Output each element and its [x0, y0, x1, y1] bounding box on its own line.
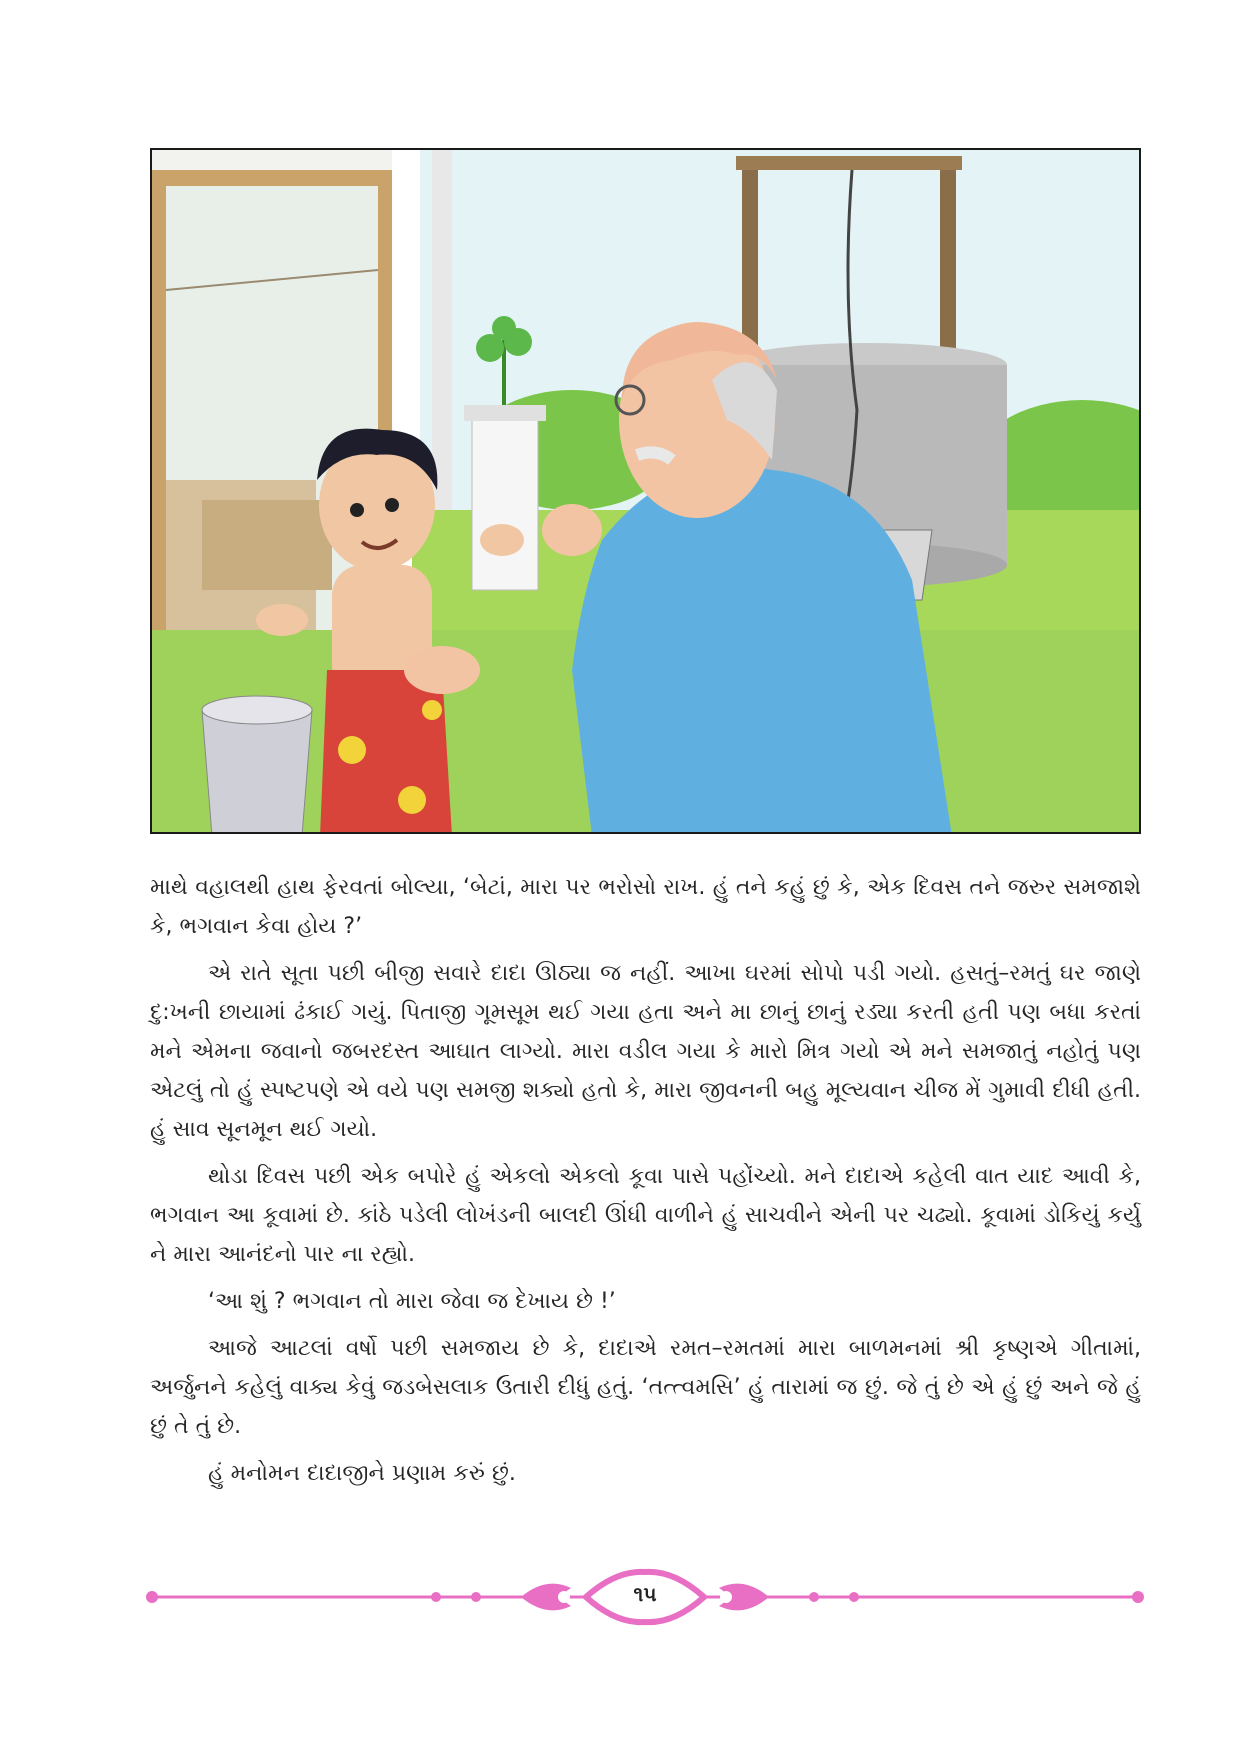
story-illustration	[150, 148, 1141, 834]
page-number: ૧૫	[633, 1582, 657, 1606]
grandfather-and-boy-at-well-illustration	[152, 150, 1141, 834]
paragraph-5: આજે આટલાં વર્ષો પછી સમજાય છે કે, દાદાએ રમત–રમતમાં મારા બાળમનમાં શ્રી કૃષ્ણએ ગીતામાં, અર્જુનને કહેલું વાક્ય કેવું જડબેસલાક ઉતારી દીધું હતું. ‘તત્ત્વમસિ’ હું તારામાં જ છું. જે તું છે એ હું છું અને જે હું છું તે તું છે.	[150, 1336, 1141, 1439]
page-footer	[146, 1564, 1144, 1630]
paragraph-6: હું મનોમન દાદાજીને પ્રણામ કરું છું.	[208, 1461, 516, 1486]
paragraph-4: ‘આ શું ? ભગવાન તો મારા જેવા જ દેખાય છે !’	[208, 1289, 616, 1314]
paragraph-2: એ રાતે સૂતા પછી બીજી સવારે દાદા ઊઠ્યા જ નહીં. આખા ઘરમાં સોપો પડી ગયો. હસતું–રમતું ઘર જાણે દુ:ખની છાયામાં ઢંકાઈ ગયું. પિતાજી ગૂમસૂમ થઈ ગયા હતા અને મા છાનું છાનું રડ્યા કરતી હતી પણ બધા કરતાં મને એમના જવાનો જબરદસ્ત આઘાત લાગ્યો. મારા વડીલ ગયા કે મારો મિત્ર ગયો એ મને સમજાતું નહોતું પણ એટલું તો હું સ્પષ્ટપણે એ વયે પણ સમજી શક્યો હતો કે, મારા જીવનની બહુ મૂલ્યવાન ચીજ મેં ગુમાવી દીધી હતી. હું સાવ સૂનમૂન થઈ ગયો.	[150, 961, 1141, 1142]
paragraph-3: થોડા દિવસ પછી એક બપોરે હું એકલો એકલો કૂવા પાસે પહોંચ્યો. મને દાદાએ કહેલી વાત યાદ આવી કે, ભગવાન આ કૂવામાં છે. કાંઠે પડેલી લોખંડની બાલદી ઊંધી વાળીને હું સાચવીને એની પર ચઢ્યો. કૂવામાં ડોકિયું કર્યુ ને મારા આનંદનો પાર ના રહ્યો.	[150, 1164, 1142, 1267]
paragraph-1: માથે વહાલથી હાથ ફેરવતાં બોલ્યા, ‘બેટાં, મારા પર ભરોસો રાખ. હું તને કહું છું કે, એક દિવસ તને જરુર સમજાશે કે, ભગવાન કેવા હોય ?’	[150, 875, 1141, 939]
story-text	[150, 868, 1141, 1501]
